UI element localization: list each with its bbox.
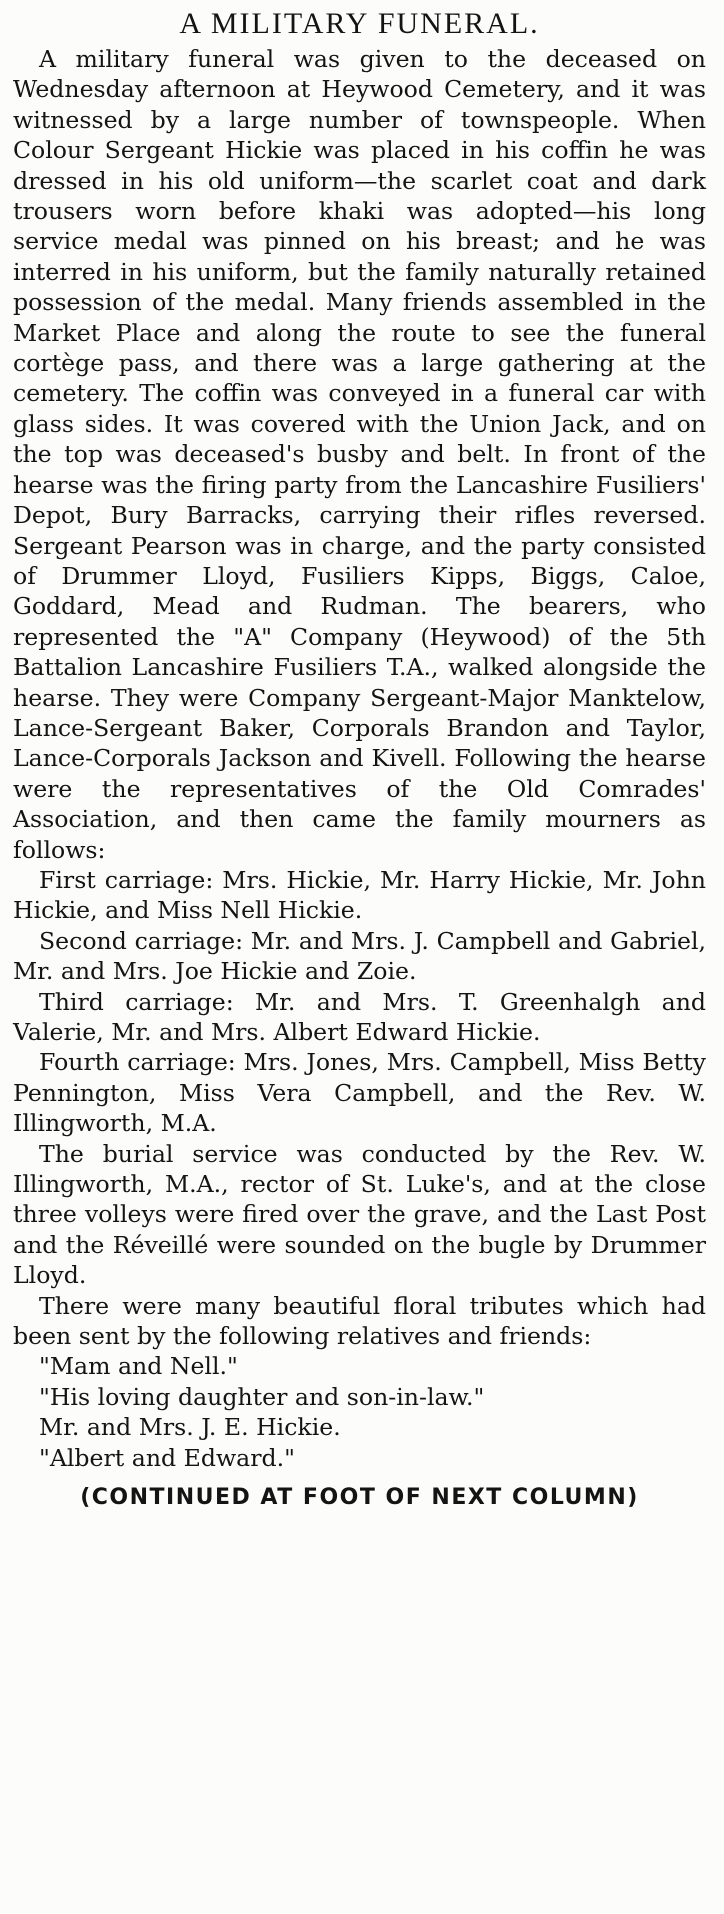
tribute-item: Mr. and Mrs. J. E. Hickie. [39, 1413, 341, 1442]
article-paragraph-floral-tributes: There were many beautiful floral tributes which had been sent by the following relatives and friends: [13, 1291, 706, 1351]
article-paragraph-burial-service: The burial service was conducted by the Rev. W. Illingworth, M.A., rector of St. Luke's, and at the close three volleys were fired over the grave, and the Last Post and the Réveillé were sounded on the bugle by Drummer Lloyd. [13, 1139, 706, 1290]
tribute-list [13, 1351, 706, 1473]
tribute-item: "Mam and Nell." [39, 1352, 238, 1381]
tribute-item: "Albert and Edward." [39, 1443, 295, 1472]
article-headline: A MILITARY FUNERAL. [179, 7, 540, 40]
article-paragraph-third-carriage: Third carriage: Mr. and Mrs. T. Greenhalgh and Valerie, Mr. and Mrs. Albert Edward Hickie. [13, 987, 706, 1046]
article-paragraph-fourth-carriage: Fourth carriage: Mrs. Jones, Mrs. Campbell, Miss Betty Pennington, Miss Vera Campbell, and the Rev. W. Illingworth, M.A. [13, 1048, 706, 1138]
article-paragraph-second-carriage: Second carriage: Mr. and Mrs. J. Campbell and Gabriel, Mr. and Mrs. Joe Hickie and Zoie. [13, 926, 706, 986]
continued-note: (CONTINUED AT FOOT OF NEXT COLUMN) [80, 1485, 639, 1511]
article-paragraph-main: A military funeral was given to the deceased on Wednesday afternoon at Heywood Cemetery, and it was witnessed by a large number of townspeople. When Colour Sergeant Hickie was placed in his coffin he was dressed in his old uniform—the scarlet coat and dark trousers worn before khaki was adopted—his long service medal was pinned on his breast; and he was interred in his uniform, but the family naturally retained possession of the medal. Many friends assembled in the Market Place and along the route to see the funeral cortège pass, and there was a large gathering at the cemetery. The coffin was conveyed in a funeral car with glass sides. It was covered with the Union Jack, and on the top was deceased's busby and belt. In front of the hearse was the firing party from the Lancashire Fusiliers' Depot, Bury Barracks, carrying their rifles reversed. Sergeant Pearson was in charge, and the party consisted of Drummer Lloyd, Fusiliers Kipps, Biggs, Caloe, Goddard, Mead and Rudman. The bearers, who represented the "A" Company (Heywood) of the 5th Battalion Lancashire Fusiliers T.A., walked alongside the hearse. They were Company Sergeant-Major Manktelow, Lance-Sergeant Baker, Corporals Brandon and Taylor, Lance-Corporals Jackson and Kivell. Following the hearse were the representatives of the Old Comrades' Association, and then came the family mourners as follows: [13, 45, 706, 864]
article-paragraph-first-carriage: First carriage: Mrs. Hickie, Mr. Harry Hickie, Mr. John Hickie, and Miss Nell Hickie. [13, 865, 706, 925]
tribute-item: "His loving daughter and son-in-law." [39, 1382, 485, 1411]
